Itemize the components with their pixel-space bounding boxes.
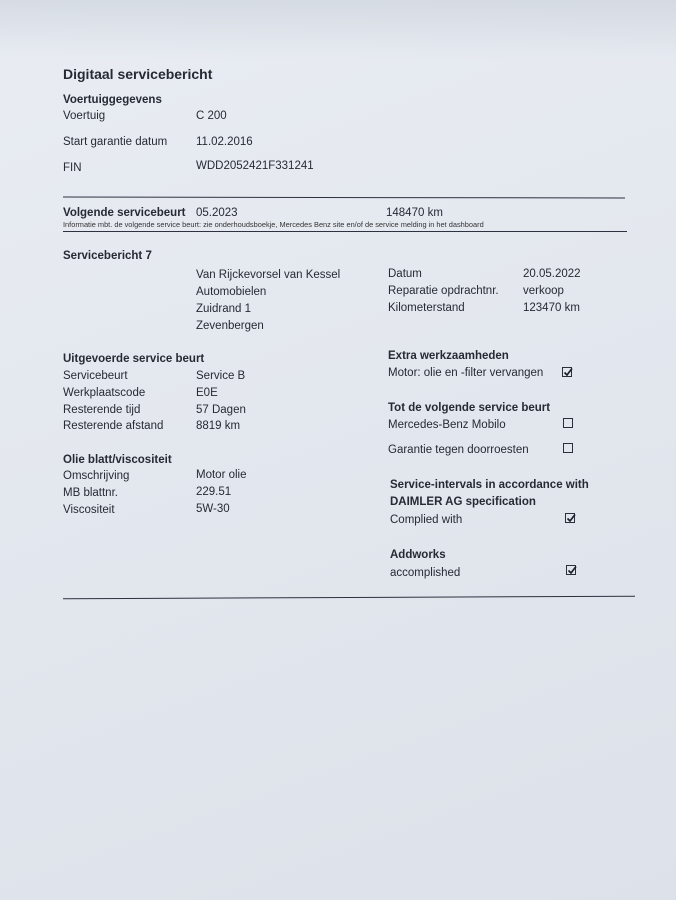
extra-item-label: Motor: olie en -filter vervangen [388,367,544,379]
date-value: 20.05.2022 [523,268,581,280]
dealer-line: Zevenbergen [196,320,264,332]
divider-bottom [63,596,635,599]
page-title: Digitaal servicebericht [63,66,213,82]
repair-order-label: Reparatie opdrachtnr. [388,285,499,297]
mb-sheet-value: 229.51 [196,486,232,498]
performed-heading: Uitgevoerde service beurt [63,353,205,365]
checkmark-icon [562,366,574,378]
remaining-time-label: Resterende tijd [63,404,141,416]
mobilo-label: Mercedes-Benz Mobilo [388,419,506,431]
rust-warranty-checkbox[interactable] [563,443,573,453]
oil-description-label: Omschrijving [63,470,130,482]
service-type-value: Service B [196,370,246,382]
repair-order-value: verkoop [523,285,564,297]
intervals-heading-line2: DAIMLER AG specification [390,496,536,508]
mobilo-checkbox[interactable] [563,418,573,428]
checkmark-icon [565,512,577,524]
extra-item-checkbox[interactable] [562,367,572,377]
report-heading: Servicebericht 7 [63,250,152,262]
viscosity-label: Viscositeit [63,504,115,516]
remaining-time-value: 57 Dagen [196,404,246,416]
intervals-item-label: Complied with [390,514,463,526]
viscosity-value: 5W-30 [196,503,230,515]
addworks-item-label: accomplished [390,567,461,579]
oil-description-value: Motor olie [196,469,247,481]
remaining-distance-value: 8819 km [196,420,241,432]
service-type-label: Servicebeurt [63,370,128,382]
until-next-heading: Tot de volgende service beurt [388,402,551,414]
checkmark-icon [566,564,578,576]
next-service-km: 148470 km [386,207,443,219]
next-service-info: Informatie mbt. de volgende service beurt: zie onderhoudsboekje, Mercedes Benz site en/of de service melding in het dashboard [63,220,484,229]
vehicle-label: Voertuig [63,110,106,122]
fin-value: WDD2052421F331241 [196,160,314,172]
vehicle-heading: Voertuiggegevens [63,94,162,106]
next-service-label: Volgende servicebeurt [63,207,186,219]
warranty-start-value: 11.02.2016 [196,136,253,148]
warranty-start-label: Start garantie datum [63,136,168,148]
fin-label: FIN [63,162,82,174]
rust-warranty-label: Garantie tegen doorroesten [388,444,529,456]
dealer-line: Zuidrand 1 [196,303,251,315]
oil-heading: Olie blatt/viscositeit [63,454,172,466]
mileage-value: 123470 km [523,302,580,314]
mb-sheet-label: MB blattnr. [63,487,118,499]
addworks-heading: Addworks [390,549,446,561]
workshop-code-label: Werkplaatscode [63,387,146,399]
intervals-heading-line1: Service-intervals in accordance with [390,479,589,491]
next-service-date: 05.2023 [196,207,238,219]
workshop-code-value: E0E [196,387,218,399]
addworks-checkbox[interactable] [566,565,576,575]
mileage-label: Kilometerstand [388,302,465,314]
extra-heading: Extra werkzaamheden [388,350,509,362]
divider-top [63,197,625,199]
dealer-line: Automobielen [196,286,267,298]
remaining-distance-label: Resterende afstand [63,420,164,432]
date-label: Datum [388,268,422,280]
intervals-checkbox[interactable] [565,513,575,523]
divider-next-service [63,231,627,232]
dealer-line: Van Rijckevorsel van Kessel [196,269,341,281]
vehicle-value: C 200 [196,110,227,122]
